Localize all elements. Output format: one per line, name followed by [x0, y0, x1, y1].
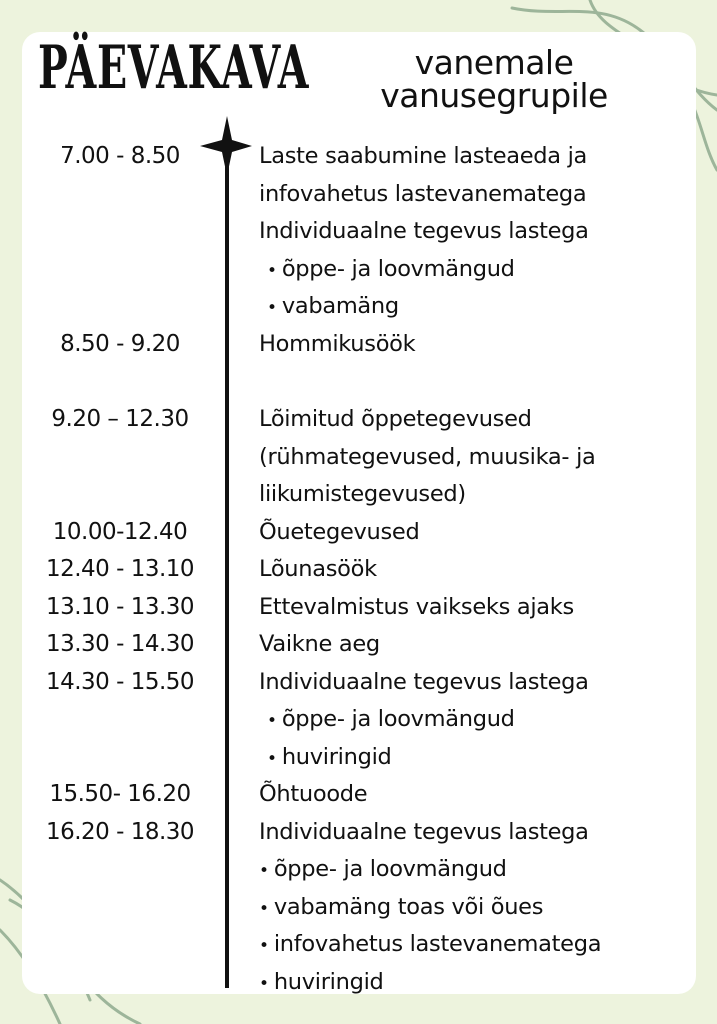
activity-bullet: • õppe- ja loovmängud — [259, 251, 717, 289]
activity-bullet: • õppe- ja loovmängud — [259, 851, 717, 889]
activity-bullet: • infovahetus lastevanematega — [259, 926, 717, 964]
activity-line: liikumistegevused) — [259, 481, 466, 507]
schedule-entry — [0, 589, 717, 627]
activity-line: Individuaalne tegevus lastega — [259, 668, 589, 695]
schedule-entry — [0, 514, 717, 552]
schedule-entry — [0, 664, 717, 777]
spacer — [0, 363, 717, 401]
time-range: 15.50- 16.20 — [49, 781, 191, 807]
activity-line: Laste saabumine lasteaeda ja — [259, 143, 588, 169]
time-range: 13.30 - 14.30 — [45, 631, 195, 657]
page-title: PÄEVAKAVA — [38, 33, 310, 103]
schedule-entry — [0, 551, 717, 589]
schedule-entry — [0, 814, 717, 1002]
schedule-entry — [0, 138, 717, 326]
time-range: 16.20 - 18.30 — [45, 818, 195, 845]
activity-line: Lõimitud õppetegevused — [259, 406, 532, 432]
activity-line: Ettevalmistus vaikseks ajaks — [259, 593, 574, 620]
time-range: 14.30 - 15.50 — [45, 668, 195, 695]
activity-bullet: • vabamäng toas või õues — [259, 889, 717, 927]
schedule-entry — [0, 326, 717, 364]
activity-bullet: • õppe- ja loovmängud — [259, 701, 717, 739]
schedule-list — [0, 138, 717, 1001]
activity-line: Õuetegevused — [259, 518, 420, 545]
subtitle-line-1: vanemale — [414, 43, 574, 82]
schedule-entry — [0, 626, 717, 664]
activity-bullet: • huviringid — [259, 964, 717, 1002]
activity-line: Õhtuoode — [259, 781, 368, 807]
time-range: 13.10 - 13.30 — [45, 593, 195, 620]
schedule-entry — [0, 401, 717, 514]
time-range: 9.20 – 12.30 — [51, 406, 189, 432]
activity-line: (rühmategevused, muusika- ja — [259, 443, 596, 470]
activity-line: Individuaalne tegevus lastega — [259, 818, 589, 845]
schedule-entry — [0, 776, 717, 814]
activity-line: Lõunasöök — [259, 556, 377, 582]
activity-bullet: • huviringid — [259, 739, 717, 777]
activity-line: Individuaalne tegevus lastega — [259, 218, 589, 244]
activity-line: infovahetus lastevanematega — [259, 180, 587, 207]
activity-line: Vaikne aeg — [259, 631, 380, 657]
time-range: 7.00 - 8.50 — [60, 143, 180, 169]
time-range: 12.40 - 13.10 — [45, 556, 195, 582]
time-range: 8.50 - 9.20 — [60, 330, 180, 357]
time-range: 10.00-12.40 — [52, 518, 188, 545]
activity-bullet: • vabamäng — [259, 288, 717, 326]
activity-line: Hommikusöök — [259, 330, 416, 357]
subtitle-line-2: vanusegrupile — [380, 76, 608, 115]
